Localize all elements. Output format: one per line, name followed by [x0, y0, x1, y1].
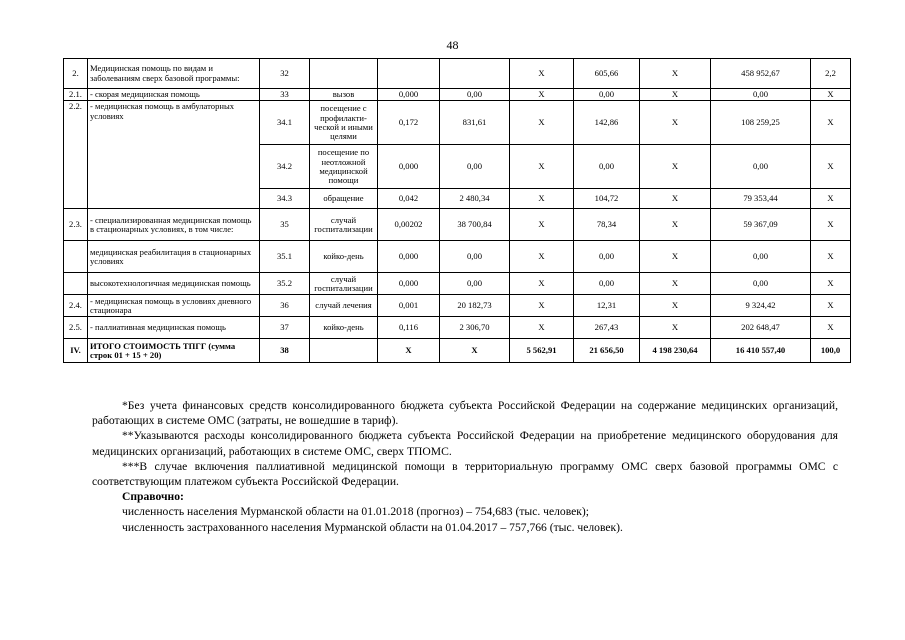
cell-per-capita-budget: X: [510, 101, 574, 145]
cell-percent: 100,0: [811, 339, 851, 363]
cell-cost-per-unit: X: [440, 339, 510, 363]
row-unit: обращение: [310, 189, 378, 209]
row-number: 2.5.: [64, 317, 88, 339]
row-name: - специализированная медицинская помощь в стационарных условиях, в том числе:: [88, 209, 260, 241]
cell-volume: [378, 59, 440, 89]
row-name: медицинская реабилитация в стационарных условиях: [88, 241, 260, 273]
cell-total-oms: 108 259,25: [711, 101, 811, 145]
cell-per-capita-budget: X: [510, 209, 574, 241]
cell-total-budget: X: [640, 273, 711, 295]
cell-cost-per-unit: 20 182,73: [440, 295, 510, 317]
reference-insured-population: численность застрахованного населения Мурманской области на 01.04.2017 – 757,766 (тыс. человек).: [122, 520, 623, 534]
row-number: 2.3.: [64, 209, 88, 241]
row-code: 32: [260, 59, 310, 89]
row-unit: вызов: [310, 89, 378, 101]
table-row: [64, 241, 851, 273]
cell-total-oms: 0,00: [711, 89, 811, 101]
table-row: [64, 101, 851, 145]
cell-total-oms: 16 410 557,40: [711, 339, 811, 363]
cell-total-budget: X: [640, 89, 711, 101]
footnotes: [92, 398, 838, 535]
row-unit: случай госпитализации: [310, 209, 378, 241]
cell-cost-per-unit: 0,00: [440, 273, 510, 295]
table-row: [64, 59, 851, 89]
cell-percent: X: [811, 317, 851, 339]
cell-cost-per-unit: 0,00: [440, 241, 510, 273]
table-row: [64, 209, 851, 241]
cell-per-capita-budget: X: [510, 89, 574, 101]
cell-per-capita-oms: 0,00: [574, 241, 640, 273]
cell-total-oms: 0,00: [711, 241, 811, 273]
reference-title: Справочно:: [122, 490, 184, 504]
row-code: 34.2: [260, 145, 310, 189]
cell-total-oms: 458 952,67: [711, 59, 811, 89]
row-name: Медицинская помощь по видам и заболеваниям сверх базовой программы:: [88, 59, 260, 89]
cell-percent: X: [811, 295, 851, 317]
row-name: высокотехнологичная медицинская помощь: [88, 273, 260, 295]
cell-percent: X: [811, 89, 851, 101]
cell-percent: X: [811, 189, 851, 209]
cell-cost-per-unit: 2 480,34: [440, 189, 510, 209]
cell-total-oms: 0,00: [711, 145, 811, 189]
footnote-2: **Указываются расходы консолидированного бюджета субъекта Российской Федерации на приобретение медицинского оборудования для медицинских организаций, работающих в системе ОМС, сверх ТПОМС.: [92, 429, 838, 458]
cell-total-budget: X: [640, 101, 711, 145]
row-unit: койко-день: [310, 317, 378, 339]
row-name: - скорая медицинская помощь: [88, 89, 260, 101]
footnote-1: *Без учета финансовых средств консолидированного бюджета субъекта Российской Федерации на содержание медицинских организаций, работающих в системе ОМС (затраты, не вошедшие в тариф).: [92, 399, 838, 428]
cell-per-capita-oms: 142,86: [574, 101, 640, 145]
row-code: 35.1: [260, 241, 310, 273]
cell-total-budget: X: [640, 241, 711, 273]
cell-volume: 0,000: [378, 241, 440, 273]
cell-total-budget: X: [640, 145, 711, 189]
cell-per-capita-oms: 78,34: [574, 209, 640, 241]
row-unit: случай лечения: [310, 295, 378, 317]
row-code: 35: [260, 209, 310, 241]
cell-total-oms: 59 367,09: [711, 209, 811, 241]
cell-volume: 0,001: [378, 295, 440, 317]
row-number: [64, 241, 88, 273]
row-number: 2.1.: [64, 89, 88, 101]
cell-per-capita-budget: X: [510, 295, 574, 317]
cell-total-oms: 0,00: [711, 273, 811, 295]
cell-per-capita-budget: X: [510, 189, 574, 209]
cell-percent: X: [811, 273, 851, 295]
row-code: 34.1: [260, 101, 310, 145]
row-unit: [310, 59, 378, 89]
cell-cost-per-unit: 38 700,84: [440, 209, 510, 241]
cell-per-capita-budget: X: [510, 145, 574, 189]
row-unit: [310, 339, 378, 363]
cell-cost-per-unit: [440, 59, 510, 89]
row-code: 33: [260, 89, 310, 101]
cell-per-capita-oms: 0,00: [574, 145, 640, 189]
row-number: 2.2.: [64, 101, 88, 209]
table-row: [64, 89, 851, 101]
cell-per-capita-budget: X: [510, 241, 574, 273]
cell-cost-per-unit: 0,00: [440, 89, 510, 101]
row-number: 2.4.: [64, 295, 88, 317]
cell-cost-per-unit: 831,61: [440, 101, 510, 145]
cell-per-capita-oms: 267,43: [574, 317, 640, 339]
cell-total-oms: 79 353,44: [711, 189, 811, 209]
cell-per-capita-oms: 12,31: [574, 295, 640, 317]
row-unit: случай госпитализации: [310, 273, 378, 295]
table-row: [64, 317, 851, 339]
cell-total-budget: X: [640, 189, 711, 209]
cell-percent: 2,2: [811, 59, 851, 89]
cell-per-capita-budget: X: [510, 273, 574, 295]
row-number: IV.: [64, 339, 88, 363]
cell-volume: 0,172: [378, 101, 440, 145]
cell-cost-per-unit: 2 306,70: [440, 317, 510, 339]
cell-cost-per-unit: 0,00: [440, 145, 510, 189]
cell-volume: 0,000: [378, 273, 440, 295]
row-number: 2.: [64, 59, 88, 89]
cell-volume: 0,000: [378, 89, 440, 101]
row-name: ИТОГО СТОИМОСТЬ ТПГГ (сумма строк 01 + 15 + 20): [88, 339, 260, 363]
row-code: 37: [260, 317, 310, 339]
cell-volume: X: [378, 339, 440, 363]
cell-per-capita-budget: 5 562,91: [510, 339, 574, 363]
row-name: - паллиативная медицинская помощь: [88, 317, 260, 339]
cell-total-budget: X: [640, 317, 711, 339]
row-code: 35.2: [260, 273, 310, 295]
cell-per-capita-budget: X: [510, 317, 574, 339]
cell-total-oms: 202 648,47: [711, 317, 811, 339]
cell-volume: 0,00202: [378, 209, 440, 241]
cell-percent: X: [811, 209, 851, 241]
cell-per-capita-budget: X: [510, 59, 574, 89]
cell-per-capita-oms: 104,72: [574, 189, 640, 209]
cell-percent: X: [811, 241, 851, 273]
table-row: [64, 273, 851, 295]
cell-volume: 0,116: [378, 317, 440, 339]
cell-per-capita-oms: 0,00: [574, 273, 640, 295]
footnote-3: ***В случае включения паллиативной медицинской помощи в территориальную программу ОМС сверх базовой программы ОМС с соответствующим платежом субъекта Российской Федерации.: [92, 459, 838, 489]
table-row: [64, 295, 851, 317]
reference-population: численность населения Мурманской области на 01.01.2018 (прогноз) – 754,683 (тыс. человек);: [122, 505, 589, 519]
cell-percent: X: [811, 145, 851, 189]
page-number: 48: [446, 38, 459, 52]
cell-total-budget: X: [640, 295, 711, 317]
cell-percent: X: [811, 101, 851, 145]
row-number: [64, 273, 88, 295]
cell-volume: 0,000: [378, 145, 440, 189]
row-unit: койко-день: [310, 241, 378, 273]
cell-total-budget: X: [640, 59, 711, 89]
cell-per-capita-oms: 21 656,50: [574, 339, 640, 363]
row-code: 34.3: [260, 189, 310, 209]
cost-table: [63, 58, 851, 363]
cell-volume: 0,042: [378, 189, 440, 209]
cell-total-budget: 4 198 230,64: [640, 339, 711, 363]
cell-total-oms: 9 324,42: [711, 295, 811, 317]
cell-total-budget: X: [640, 209, 711, 241]
row-unit: посещение по неотложной медицинской помощи: [310, 145, 378, 189]
cell-per-capita-oms: 605,66: [574, 59, 640, 89]
row-code: 36: [260, 295, 310, 317]
row-code: 38: [260, 339, 310, 363]
row-name: - медицинская помощь в условиях дневного стационара: [88, 295, 260, 317]
row-unit: посещение с профилакти-ческой и иными целями: [310, 101, 378, 145]
cell-per-capita-oms: 0,00: [574, 89, 640, 101]
row-name: - медицинская помощь в амбулаторных условиях: [88, 101, 260, 209]
table-row-total: [64, 339, 851, 363]
